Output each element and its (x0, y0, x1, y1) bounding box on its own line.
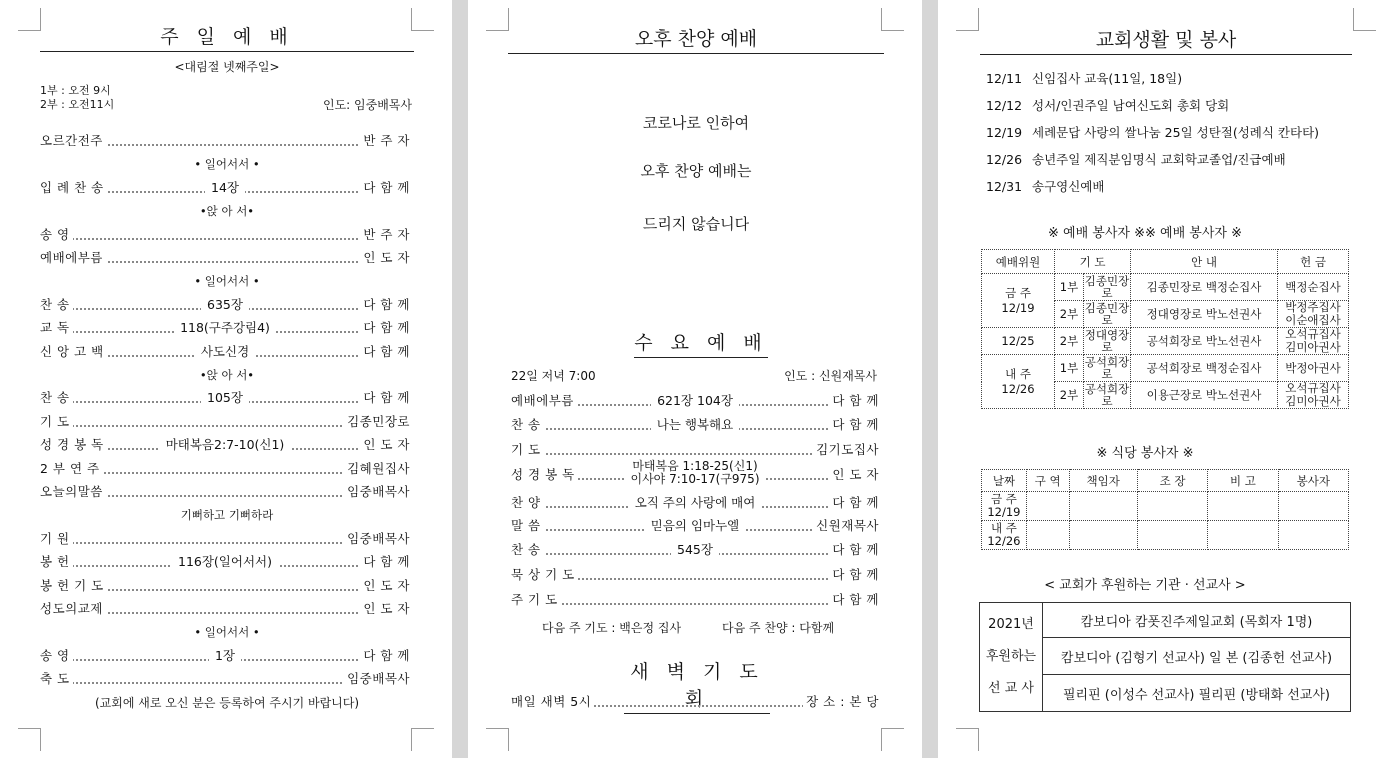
empty-cell (1069, 521, 1137, 550)
part-cell: 1부 (1055, 274, 1084, 301)
item-name: 기 도 (40, 413, 73, 431)
worship-item (40, 319, 410, 337)
item-name: 주 기 도 (511, 591, 561, 609)
notice-line: 오후 찬양 예배는 (640, 162, 752, 180)
item-detail: 621장 104장 (651, 393, 739, 408)
kitchen-volunteers-title: ※ 식당 봉사자 ※ (1096, 446, 1194, 461)
guide-cell: 정대영장로 박노선권사 (1131, 301, 1278, 328)
item-leader: 인 도 자 (360, 600, 410, 618)
notice-line: 드리지 않습니다 (642, 215, 750, 233)
item-name: 오늘의말씀 (40, 483, 106, 501)
item-name: 찬 양 (511, 494, 544, 512)
mission-table (979, 602, 1351, 712)
item-detail: 635장 (201, 297, 249, 312)
header-cell: 기 도 (1055, 250, 1131, 274)
item-leader: 인 도 자 (360, 436, 410, 454)
empty-cell (1137, 521, 1207, 550)
guide-cell: 공석희장로 백정순집사 (1131, 355, 1278, 382)
item-leader: 다 함 께 (360, 179, 410, 197)
item-name: 봉 헌 기 도 (40, 577, 107, 595)
service-time-1: 1부 : 오전 9시 (40, 84, 111, 97)
next-praise: 다음 주 찬양 : 다함께 (722, 621, 835, 635)
header-cell: 책임자 (1069, 470, 1137, 492)
item-leader: 김기도집사 (813, 441, 879, 459)
header-cell: 헌 금 (1278, 250, 1349, 274)
event-date: 12/19 (986, 125, 1023, 140)
worship-item (40, 132, 410, 150)
item-name: 묵 상 기 도 (511, 566, 578, 584)
item-detail: 105장 (201, 390, 249, 405)
event-text: 송구영신예배 (1032, 179, 1105, 194)
item-detail: 14장 (205, 180, 245, 195)
item-leader: 다 함 께 (829, 566, 879, 584)
dawn-title: 새 벽 기 도 회 (624, 657, 770, 714)
item-leader: 김혜원집사 (344, 460, 410, 478)
leader: 인도: 임중배목사 (322, 98, 412, 112)
week-cell: 12/25 (982, 328, 1055, 355)
header-cell: 구 역 (1026, 470, 1069, 492)
header-cell: 조 장 (1137, 470, 1207, 492)
kitchen-volunteers-table (981, 469, 1349, 550)
offering-cell: 오석규집사 김미아권사 (1278, 382, 1349, 409)
wednesday-title: 수 요 예 배 (634, 328, 768, 358)
prayer-cell: 김종민장로 (1084, 301, 1130, 327)
worship-item (40, 413, 410, 431)
item-name: 성 경 봉 독 (40, 436, 107, 454)
page-middle (468, 0, 922, 758)
section-note: • 일어서서 • (194, 625, 260, 640)
wednesday-item (511, 459, 879, 486)
dawn-row (511, 693, 879, 711)
item-detail: 마태복음 1:18-25(신1) (632, 459, 758, 473)
item-name: 예배에부름 (40, 249, 106, 267)
event-date: 12/31 (986, 179, 1023, 194)
wednesday-item (511, 494, 879, 512)
item-leader: 김종민장로 (344, 413, 410, 431)
item-detail: 118(구주강림4) (174, 320, 276, 335)
item-name: 축 도 (40, 670, 73, 688)
worship-item (40, 530, 410, 548)
item-name: 성도의교제 (40, 600, 106, 618)
mission-row: 필리핀 (이성수 선교사) 필리핀 (방태화 선교사) (1043, 675, 1351, 712)
mission-title: < 교회가 후원하는 기관 · 선교사 > (1044, 578, 1246, 593)
offering-cell: 박정주집사 이순애집사 (1278, 301, 1349, 328)
item-leader: 신원재목사 (813, 517, 879, 535)
item-name: 교 독 (40, 319, 73, 337)
section-note: • 일어서서 • (194, 157, 260, 172)
item-leader: 임중배목사 (344, 530, 410, 548)
worship-item (40, 179, 410, 197)
item-leader: 다 함 께 (829, 392, 879, 410)
empty-cell (1208, 492, 1278, 521)
header-cell: 비 고 (1208, 470, 1278, 492)
section-note: (교회에 새로 오신 분은 등록하여 주시기 바랍니다) (94, 695, 360, 710)
dawn-time: 매일 새벽 5시 (511, 693, 594, 711)
section-note: • 일어서서 • (194, 274, 260, 289)
item-leader: 다 함 께 (360, 343, 410, 361)
item-leader: 임중배목사 (344, 670, 410, 688)
event-date: 12/12 (986, 98, 1023, 113)
page-right (938, 0, 1394, 758)
guide-cell: 공석희장로 박노선권사 (1131, 328, 1278, 355)
service-volunteers-table (981, 249, 1349, 409)
offering-cell: 박정아권사 (1278, 355, 1349, 382)
item-leader: 다 함 께 (829, 591, 879, 609)
empty-cell (1278, 492, 1348, 521)
empty-cell (1137, 492, 1207, 521)
wednesday-item (511, 392, 879, 410)
item-leader: 반 주 자 (360, 132, 410, 150)
item-leader: 인 도 자 (829, 466, 879, 484)
item-leader: 다 함 께 (829, 541, 879, 559)
item-name: 오르간전주 (40, 132, 106, 150)
event-text: 세례문답 사랑의 쌀나눔 25일 성탄절(성례식 칸타타) (1032, 125, 1320, 140)
worship-item (40, 647, 410, 665)
empty-cell (1278, 521, 1348, 550)
item-detail: 1장 (209, 648, 241, 663)
wednesday-item (511, 541, 879, 559)
item-leader: 반 주 자 (360, 226, 410, 244)
guide-cell: 김종민장로 백정순집사 (1131, 274, 1278, 301)
prayer-cell: 김종민장로 (1084, 274, 1130, 300)
mission-label: 선 교 사 (988, 681, 1034, 696)
notice-line: 코로나로 인하여 (642, 114, 750, 132)
item-name: 송 영 (40, 226, 73, 244)
item-leader: 다 함 께 (360, 389, 410, 407)
offering-cell: 오석규집사 김미아권사 (1278, 328, 1349, 355)
wednesday-item (511, 441, 879, 459)
event-text: 송년주일 제직분임명식 교회학교졸업/진급예배 (1032, 152, 1286, 167)
item-detail: 사도신경 (195, 344, 255, 359)
prayer-cell: 공석희장로 (1084, 355, 1130, 381)
service-volunteers-title: ※ 예배 봉사자 ※※ 예배 봉사자 ※ (1048, 226, 1242, 241)
page-left (0, 0, 452, 758)
item-name: 말 씀 (511, 517, 544, 535)
item-leader: 다 함 께 (829, 416, 879, 434)
wednesday-item (511, 591, 879, 609)
worship-item (40, 249, 410, 267)
item-leader: 인 도 자 (360, 249, 410, 267)
header-cell: 예배위원 (982, 250, 1055, 274)
page-title: 교회생활 및 봉사 (1095, 29, 1237, 51)
section-note: 기뻐하고 기뻐하라 (180, 508, 274, 523)
service-time-2: 2부 : 오전11시 (40, 98, 115, 111)
item-detail: 오직 주의 사랑에 매여 (629, 495, 762, 510)
worship-item (40, 577, 410, 595)
item-detail: 마태복음2:7-10(신1) (160, 437, 291, 452)
event-date: 12/26 (986, 152, 1023, 167)
mission-label: 2021년 (988, 617, 1034, 632)
item-name: 찬 송 (511, 541, 544, 559)
item-leader: 다 함 께 (360, 296, 410, 314)
wednesday-item (511, 517, 879, 535)
part-cell: 1부 (1055, 355, 1084, 382)
prayer-cell: 정대영장로 (1084, 328, 1130, 354)
item-name: 기 원 (40, 530, 73, 548)
item-leader: 임중배목사 (344, 483, 410, 501)
date-cell: 내 주 12/26 (982, 521, 1027, 550)
subtitle: <대림절 넷째주일> (174, 60, 280, 74)
worship-item (40, 553, 410, 571)
item-name: 입 례 찬 송 (40, 179, 107, 197)
worship-item (40, 483, 410, 501)
item-detail: 나는 행복해요 (651, 417, 739, 432)
part-cell: 2부 (1055, 382, 1084, 409)
event-text: 성서/인권주일 남여신도회 총회 당회 (1032, 98, 1230, 113)
week-cell: 내 주 12/26 (982, 355, 1055, 409)
guide-cell: 이용근장로 박노선권사 (1131, 382, 1278, 409)
section-note: •앉 아 서• (199, 204, 255, 219)
page-title: 주 일 예 배 (160, 26, 294, 48)
mission-row: 캄보디아 (김형기 선교사) 일 본 (김종헌 선교사) (1043, 638, 1351, 675)
empty-cell (1208, 521, 1278, 550)
item-leader: 다 함 께 (829, 494, 879, 512)
offering-cell: 백정순집사 (1278, 274, 1349, 301)
item-detail: 이사야 7:10-17(구975) (630, 472, 760, 486)
item-name: 찬 송 (511, 416, 544, 434)
worship-item (40, 343, 410, 361)
prayer-cell: 공석희장로 (1084, 382, 1130, 408)
section-note: •앉 아 서• (199, 368, 255, 382)
worship-item (40, 670, 410, 688)
item-leader: 인 도 자 (360, 577, 410, 595)
worship-item (40, 436, 410, 454)
mission-label: 후원하는 (985, 649, 1037, 664)
item-detail: 믿음의 임마누엘 (645, 518, 746, 533)
dawn-place: 장 소 : 본 당 (803, 693, 879, 711)
next-prayer: 다음 주 기도 : 백은정 집사 (542, 621, 682, 635)
worship-item (40, 296, 410, 314)
item-detail: 116장(일어서서) (172, 554, 278, 569)
item-name: 찬 송 (40, 389, 73, 407)
item-name: 예배에부름 (511, 392, 577, 410)
item-leader: 다 함 께 (360, 647, 410, 665)
item-name: 송 영 (40, 647, 73, 665)
item-leader: 다 함 께 (360, 553, 410, 571)
item-leader: 다 함 께 (360, 319, 410, 337)
header-cell: 날짜 (982, 470, 1027, 492)
header-cell: 봉사자 (1278, 470, 1348, 492)
date-cell: 금 주 12/19 (982, 492, 1027, 521)
week-cell: 금 주 12/19 (982, 274, 1055, 328)
item-name: 찬 송 (40, 296, 73, 314)
item-name: 봉 헌 (40, 553, 73, 571)
event-text: 신임집사 교육(11일, 18일) (1032, 71, 1183, 86)
wednesday-item (511, 416, 879, 434)
worship-item (40, 226, 410, 244)
empty-cell (1069, 492, 1137, 521)
wednesday-leader: 인도 : 신원재목사 (784, 369, 877, 383)
mission-row: 캄보디아 캄폿진주제일교회 (목회자 1명) (1043, 603, 1351, 638)
part-cell: 2부 (1055, 328, 1084, 355)
event-date: 12/11 (986, 71, 1023, 86)
item-detail: 545장 (671, 542, 719, 557)
empty-cell (1026, 521, 1069, 550)
wednesday-time: 22일 저녁 7:00 (511, 369, 596, 383)
item-name: 신 앙 고 백 (40, 343, 107, 361)
part-cell: 2부 (1055, 301, 1084, 328)
item-name: 성 경 봉 독 (511, 466, 578, 484)
item-name: 2 부 연 주 (40, 460, 103, 478)
worship-item (40, 600, 410, 618)
item-name: 기 도 (511, 441, 544, 459)
worship-item (40, 460, 410, 478)
header-cell: 안 내 (1131, 250, 1278, 274)
empty-cell (1026, 492, 1069, 521)
page-title: 오후 찬양 예배 (634, 28, 758, 50)
worship-item (40, 389, 410, 407)
wednesday-item (511, 566, 879, 584)
